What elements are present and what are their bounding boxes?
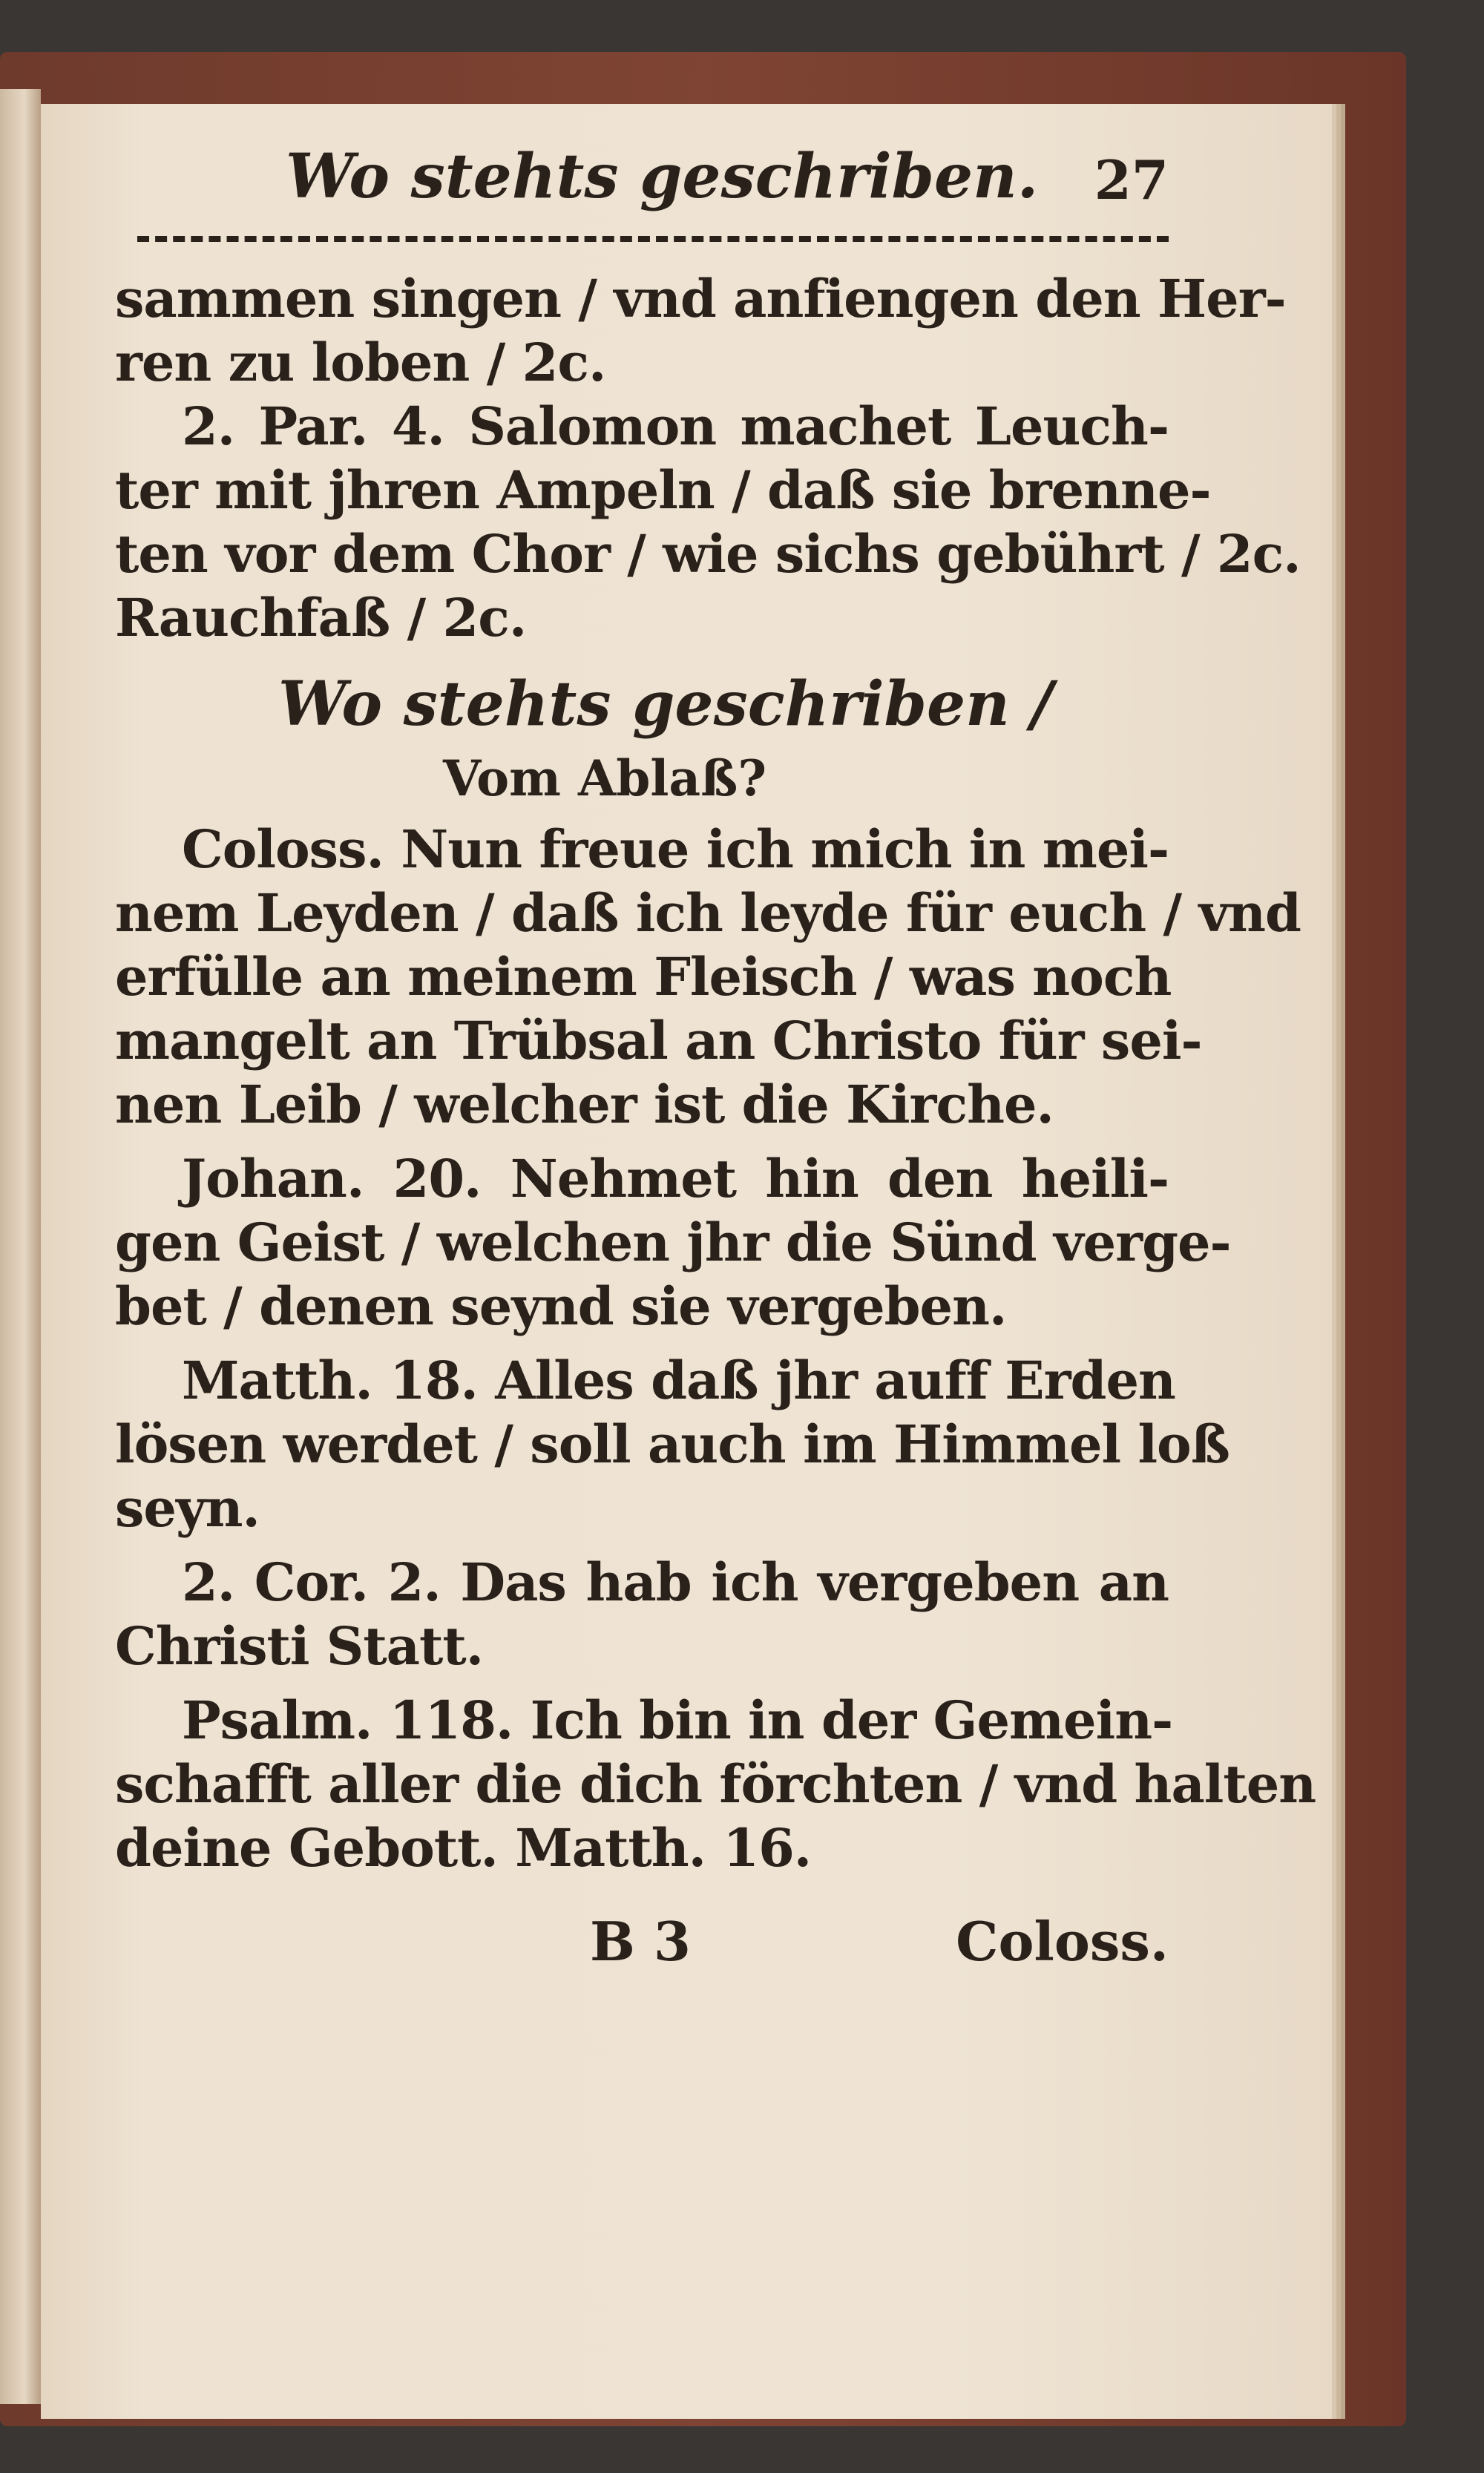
header-rule [137, 236, 1169, 242]
left-page-edge [0, 89, 41, 2404]
page-number: 27 [1094, 148, 1169, 211]
text-line: Psalm. 118. Ich bin in der Gemein- [182, 1689, 1173, 1751]
paragraph [115, 395, 1301, 650]
page-text [115, 141, 1316, 1973]
section-subheading: Vom Ablaß? [443, 749, 766, 807]
catchword: Coloss. [956, 1910, 1169, 1973]
text-line: ten vor dem Chor / wie sichs gebührt / 2c. [115, 523, 1301, 585]
text-line: Johan. 20. Nehmet hin den heili- [182, 1148, 1169, 1209]
section-heading: Wo stehts geschriben / [278, 669, 1054, 740]
text-line: deine Gebott. Matth. 16. [115, 1817, 812, 1879]
text-line: Christi Statt. [115, 1615, 484, 1677]
paragraph [115, 1147, 1231, 1339]
text-line: Coloss. Nun freue ich mich in mei- [182, 818, 1169, 880]
text-line: mangelt an Trübsal an Christo für sei- [115, 1010, 1202, 1071]
paragraph [115, 267, 1286, 395]
paragraph [115, 1551, 1169, 1678]
text-line: seyn. [115, 1477, 260, 1539]
text-line: Matth. 18. Alles daß jhr auff Erden [182, 1350, 1175, 1411]
text-line: lösen werdet / soll auch im Himmel loß [115, 1413, 1229, 1475]
page-header [115, 141, 1169, 230]
text-line: schafft aller die dich förchten / vnd halten [115, 1753, 1316, 1815]
text-line: erfülle an meinem Fleisch / was noch [115, 946, 1172, 1008]
text-line: nen Leib / welcher ist die Kirche. [115, 1074, 1054, 1135]
paragraph [115, 1349, 1229, 1540]
text-line: nem Leyden / daß ich leyde für euch / vnd [115, 882, 1301, 944]
text-line: ter mit jhren Ampeln / daß sie brenne- [115, 459, 1211, 521]
text-line: Rauchfaß / 2c. [115, 587, 527, 648]
running-title: Wo stehts geschriben. [286, 141, 1039, 212]
text-line: 2. Par. 4. Salomon machet Leuch- [182, 395, 1169, 457]
signature-mark: B 3 [590, 1910, 692, 1973]
page-footer [115, 1910, 1169, 1984]
text-line: bet / denen seynd sie vergeben. [115, 1275, 1007, 1337]
text-line: ren zu loben / 2c. [115, 332, 606, 393]
page-body [115, 267, 1316, 1984]
paragraph [115, 1689, 1316, 1880]
text-line: sammen singen / vnd anfiengen den Her- [115, 268, 1286, 329]
paragraph [115, 818, 1301, 1137]
text-line: gen Geist / welchen jhr die Sünd verge- [115, 1212, 1231, 1273]
text-line: 2. Cor. 2. Das hab ich vergeben an [182, 1551, 1169, 1613]
